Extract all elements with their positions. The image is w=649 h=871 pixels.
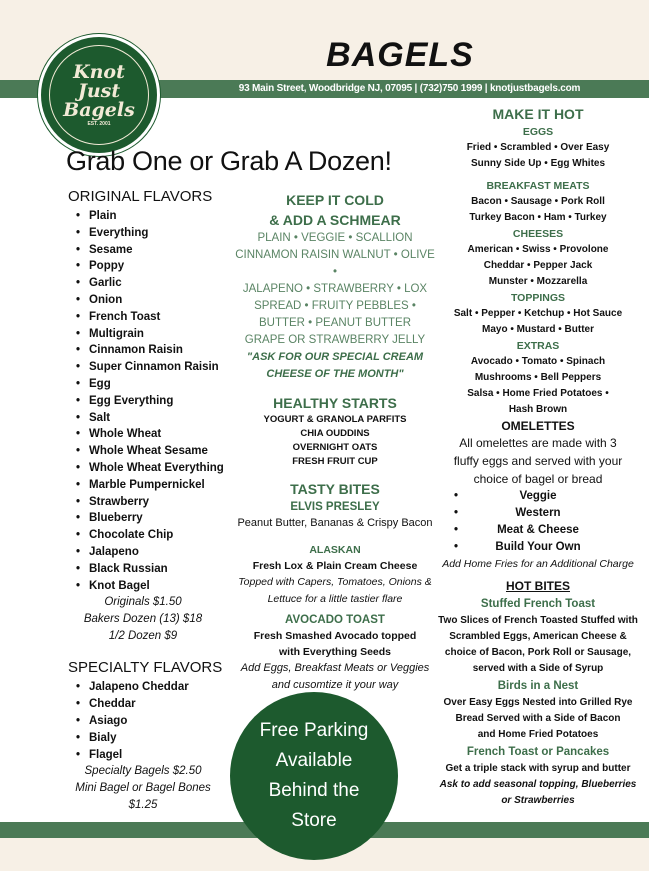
omelette-desc: fluffy eggs and served with your — [453, 454, 623, 468]
healthy-item: CHIA OUDDINS — [300, 428, 370, 439]
flavor-item: • Whole Wheat Everything — [68, 460, 238, 477]
item-name: ALASKAN — [309, 544, 361, 556]
omelette-item: • Build Your Own — [432, 539, 644, 556]
logo-text: Bagels — [63, 98, 135, 121]
omelette-note: Add Home Fries for an Additional Charge — [442, 558, 634, 570]
healthy-item: YOGURT & GRANOLA PARFITS — [263, 414, 407, 425]
flavor-item: • Super Cinnamon Raisin — [68, 359, 238, 376]
spread-options: SPREAD • FRUITY PEBBLES • — [254, 300, 416, 312]
omelette-item: • Veggie — [432, 488, 644, 505]
flavor-item: • Bialy — [68, 730, 238, 747]
price-note: Specialty Bagels $2.50 — [84, 765, 202, 778]
flavor-item: • Whole Wheat — [68, 426, 238, 443]
spread-options: PLAIN • VEGGIE • SCALLION — [257, 232, 413, 244]
flavor-item: • Flagel — [68, 747, 238, 764]
option-line: Cheddar • Pepper Jack — [483, 260, 593, 271]
price-note: $1.25 — [128, 799, 158, 812]
item-desc: Over Easy Eggs Nested into Grilled Rye — [443, 697, 633, 708]
omelette-list — [432, 488, 644, 556]
omelette-desc: choice of bagel or bread — [473, 472, 603, 486]
item-desc: Peanut Butter, Bananas & Crispy Bacon — [237, 517, 433, 529]
item-desc: Get a triple stack with syrup and butter — [445, 763, 631, 774]
address-line: 93 Main Street, Woodbridge NJ, 07095 | (732)750 1999 | knotjustbagels.com — [238, 83, 581, 94]
section-title: & ADD A SCHMEAR — [269, 212, 401, 228]
item-name: Birds in a Nest — [497, 680, 579, 692]
option-line: Avocado • Tomato • Spinach — [470, 356, 606, 367]
bagel-flavors-column — [68, 188, 238, 814]
flavor-item: • Egg — [68, 376, 238, 393]
option-line: Sunny Side Up • Egg Whites — [470, 158, 606, 169]
right-column — [432, 104, 644, 809]
flavor-item: • Cinnamon Raisin — [68, 342, 238, 359]
subsection-title: TOPPINGS — [510, 292, 566, 304]
flavor-item: • Strawberry — [68, 494, 238, 511]
item-desc: Bread Served with a Side of Bacon — [455, 713, 621, 724]
option-line: Mushrooms • Bell Peppers — [474, 372, 602, 383]
option-line: Salt • Pepper • Ketchup • Hot Sauce — [453, 308, 623, 319]
item-name: ELVIS PRESLEY — [290, 501, 380, 513]
special-note: CHEESE OF THE MONTH" — [266, 368, 404, 380]
flavor-item: • Blueberry — [68, 510, 238, 527]
subsection-title: EXTRAS — [516, 340, 560, 352]
tagline: Grab One or Grab A Dozen! — [66, 146, 392, 176]
flavor-item: • Chocolate Chip — [68, 527, 238, 544]
original-flavors-list — [68, 208, 238, 594]
item-desc: and Home Fried Potatoes — [477, 729, 599, 740]
parking-text: Behind the — [268, 780, 360, 801]
healthy-item: FRESH FRUIT CUP — [292, 456, 378, 467]
flavor-item: • French Toast — [68, 309, 238, 326]
subsection-title: EGGS — [522, 126, 554, 138]
flavor-item: • Jalapeno Cheddar — [68, 679, 238, 696]
item-desc: Fresh Lox & Plain Cream Cheese — [252, 560, 418, 572]
price-note: Originals $1.50 — [104, 596, 182, 609]
flavor-item: • Garlic — [68, 275, 238, 292]
flavor-item: • Multigrain — [68, 326, 238, 343]
section-title: TASTY BITES — [290, 481, 380, 497]
item-desc: and cusomtize it your way — [271, 679, 399, 691]
flavor-item: • Everything — [68, 225, 238, 242]
option-line: Fried • Scrambled • Over Easy — [466, 142, 610, 153]
item-desc: Ask to add seasonal topping, Blueberries — [439, 779, 637, 790]
option-line: Salsa • Home Fried Potatoes • — [467, 388, 609, 399]
section-title: MAKE IT HOT — [492, 106, 584, 122]
center-column — [232, 190, 438, 694]
option-line: Bacon • Sausage • Pork Roll — [471, 196, 605, 207]
option-line: Mayo • Mustard • Butter — [481, 324, 594, 335]
omelette-item: • Meat & Cheese — [432, 522, 644, 539]
flavor-item: • Plain — [68, 208, 238, 225]
logo-text: Knot — [73, 60, 125, 83]
flavor-item: • Black Russian — [68, 561, 238, 578]
spread-options: GRAPE OR STRAWBERRY JELLY — [244, 334, 426, 346]
item-desc: Fresh Smashed Avocado topped — [253, 630, 417, 642]
section-title: OMELETTES — [501, 419, 575, 433]
item-name: AVOCADO TOAST — [285, 614, 385, 626]
option-line: Munster • Mozzarella — [488, 276, 588, 287]
healthy-item: OVERNIGHT OATS — [292, 442, 378, 453]
flavor-item: • Poppy — [68, 258, 238, 275]
flavor-item: • Asiago — [68, 713, 238, 730]
flavor-item: • Marble Pumpernickel — [68, 477, 238, 494]
section-title: HEALTHY STARTS — [273, 395, 397, 411]
flavor-item: • Sesame — [68, 242, 238, 259]
flavor-item: • Jalapeno — [68, 544, 238, 561]
section-title: HOT BITES — [505, 579, 570, 593]
spread-options: BUTTER • PEANUT BUTTER — [258, 317, 412, 329]
spread-options: JALAPENO • STRAWBERRY • LOX — [242, 283, 428, 295]
flavor-item: • Cheddar — [68, 696, 238, 713]
omelette-item: • Western — [432, 505, 644, 522]
item-desc: Add Eggs, Breakfast Meats or Veggies — [240, 662, 430, 674]
subsection-title: CHEESES — [512, 228, 564, 240]
item-name: French Toast or Pancakes — [466, 746, 610, 758]
parking-text: Store — [291, 810, 337, 831]
free-parking-badge — [230, 692, 398, 860]
item-desc: or Strawberries — [501, 795, 575, 806]
item-desc: choice of Bacon, Pork Roll or Sausage, — [444, 647, 632, 658]
flavor-item: • Onion — [68, 292, 238, 309]
special-note: "ASK FOR OUR SPECIAL CREAM — [246, 351, 424, 363]
price-note: 1/2 Dozen $9 — [108, 630, 178, 643]
page-title: BAGELS — [326, 36, 474, 74]
option-line: Turkey Bacon • Ham • Turkey — [469, 212, 607, 223]
item-name: Stuffed French Toast — [480, 598, 596, 610]
logo-text: Just — [77, 79, 121, 102]
logo — [38, 34, 160, 156]
flavor-item: • Whole Wheat Sesame — [68, 443, 238, 460]
item-desc: Two Slices of French Toasted Stuffed with — [438, 615, 638, 626]
section-title: KEEP IT COLD — [286, 192, 384, 208]
flavor-item: • Salt — [68, 410, 238, 427]
subsection-title: BREAKFAST MEATS — [486, 180, 590, 192]
specialty-flavors-list — [68, 679, 238, 763]
price-note: Bakers Dozen (13) $18 — [83, 613, 203, 626]
item-desc: served with a Side of Syrup — [472, 663, 604, 674]
option-line: American • Swiss • Provolone — [467, 244, 609, 255]
parking-text: Available — [275, 750, 353, 771]
item-desc: Lettuce for a little tastier flare — [267, 593, 403, 605]
omelette-desc: All omelettes are made with 3 — [459, 436, 617, 450]
item-desc: Scrambled Eggs, American Cheese & — [449, 631, 627, 642]
item-desc: with Everything Seeds — [278, 646, 392, 658]
flavor-item: • Knot Bagel — [68, 578, 238, 595]
option-line: Hash Brown — [508, 404, 568, 415]
parking-text: Free Parking — [259, 720, 369, 741]
original-flavors-title: ORIGINAL FLAVORS — [68, 188, 213, 205]
item-desc: Topped with Capers, Tomatoes, Onions & — [238, 576, 432, 588]
logo-est: EST. 2001 — [87, 120, 111, 127]
flavor-item: • Egg Everything — [68, 393, 238, 410]
spread-options: CINNAMON RAISIN WALNUT • OLIVE • — [235, 249, 435, 278]
specialty-flavors-title: SPECIALTY FLAVORS — [68, 659, 223, 677]
price-note: Mini Bagel or Bagel Bones — [75, 782, 211, 795]
